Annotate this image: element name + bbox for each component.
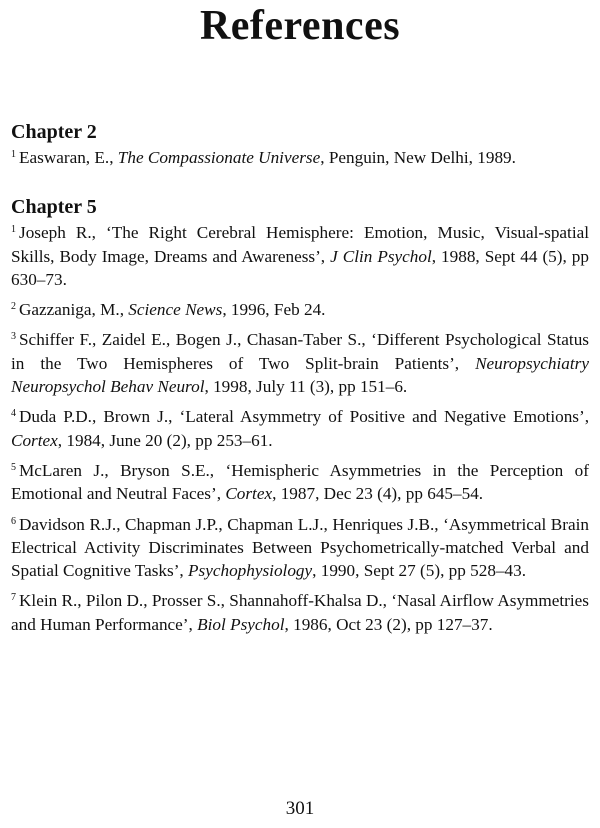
reference-text: , 1990, Sept 27 (5), pp 528–43. xyxy=(312,561,527,581)
reference-number: 2 xyxy=(11,301,16,313)
reference-number: 6 xyxy=(11,515,16,527)
page-number: 301 xyxy=(285,798,315,819)
reference-number: 7 xyxy=(11,592,16,604)
reference-text: Klein R., Pilon D., Prosser S., Shannahoff-Khalsa D., ‘Nasal Airflow Asymmetries and Human Performance’, xyxy=(11,591,589,634)
reference-italic-text: J Clin Psychol xyxy=(330,246,432,266)
reference-entry xyxy=(11,221,589,291)
reference-number: 3 xyxy=(11,331,16,343)
reference-number: 1 xyxy=(11,149,16,160)
reference-entry xyxy=(11,146,589,169)
reference-text: Schiffer F., Zaidel E., Bogen J., Chasan-Taber S., ‘Different Psychological Status in the Two Hemispheres of Two Split-brain Patients’, xyxy=(11,330,589,373)
references-list xyxy=(11,120,589,662)
reference-text: Duda P.D., Brown J., ‘Lateral Asymmetry of Positive and Negative Emotions’, xyxy=(19,407,589,427)
chapter-heading: Chapter 2 xyxy=(11,121,97,143)
reference-text: Easwaran, E., xyxy=(19,148,118,167)
chapter-heading: Chapter 5 xyxy=(11,196,97,219)
reference-number: 1 xyxy=(11,224,16,236)
reference-text: Joseph R., ‘The Right Cerebral Hemisphere: Emotion, Music, Visual-spatial Skills, Body Image, Dreams and Awareness’, xyxy=(11,223,589,266)
reference-entry xyxy=(11,513,589,583)
reference-italic-text: Biol Psychol xyxy=(197,614,285,634)
reference-text: McLaren J., Bryson S.E., ‘Hemispheric Asymmetries in the Perception of Emotional and Neutral Faces’, xyxy=(11,460,589,504)
reference-text: , 1987, Dec 23 (4), pp 645–54. xyxy=(272,484,484,504)
reference-text: , 1986, Oct 23 (2), pp 127–37. xyxy=(284,614,493,634)
reference-italic-text: Cortex xyxy=(225,484,273,504)
chapter-section xyxy=(11,120,589,169)
reference-italic-text: Neuropsychiatry Neuropsychol Behav Neurol xyxy=(11,353,589,397)
reference-italic-text: Psychophysiology xyxy=(188,561,313,581)
reference-text: , 1996, Feb 24. xyxy=(222,300,326,320)
reference-entry xyxy=(11,589,589,636)
reference-text: , 1998, July 11 (3), pp 151–6. xyxy=(204,377,408,397)
reference-number: 5 xyxy=(11,461,16,473)
reference-italic-text: Cortex xyxy=(11,430,58,450)
reference-number: 4 xyxy=(11,408,16,420)
reference-text: , 1984, June 20 (2), pp 253–61. xyxy=(57,430,273,450)
reference-italic-text: The Compassionate Universe xyxy=(117,148,321,167)
page-title: References xyxy=(199,3,401,49)
chapter-section xyxy=(11,195,589,636)
reference-italic-text: Science News xyxy=(128,300,223,320)
reference-entry xyxy=(11,298,589,321)
reference-entry xyxy=(11,328,589,398)
reference-text: Gazzaniga, M., xyxy=(19,300,129,320)
reference-text: Davidson R.J., Chapman J.P., Chapman L.J., Henriques J.B., ‘Asymmetrical Brain Electrical Activity Discriminates Between Psychometrically-matched Verbal and Spatial Cognitive Tasks’, xyxy=(11,514,589,581)
reference-entry xyxy=(11,459,589,506)
reference-text: , Penguin, New Delhi, 1989. xyxy=(320,148,516,167)
reference-text: , 1988, Sept 44 (5), pp 630–73. xyxy=(11,246,589,289)
reference-entry xyxy=(11,405,589,452)
